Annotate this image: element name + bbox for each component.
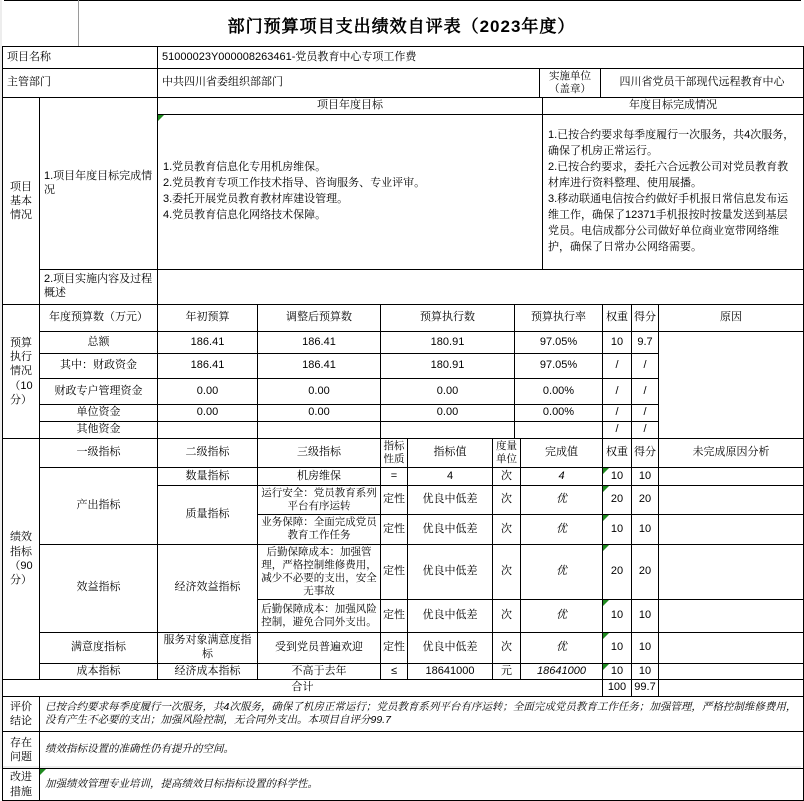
- ind-unit: 次: [493, 486, 521, 515]
- ind-target: 4: [408, 468, 493, 486]
- ind-actual: 优: [521, 515, 603, 544]
- ind-level1: 产出指标: [40, 468, 158, 545]
- ind-score: 10: [632, 600, 659, 633]
- ind-reason-cell: [659, 600, 804, 633]
- ind-level3: 业务保障：全面完成党员教育工作任务: [258, 515, 381, 544]
- top-gridline: [4, 0, 801, 1]
- impl-unit-value: 四川省党员干部现代远程教育中心: [601, 69, 804, 98]
- budget-executed: 0.00: [381, 405, 515, 422]
- total-label: 合计: [3, 680, 603, 697]
- ind-reason-cell: [659, 663, 804, 680]
- meta-table-1: [2, 46, 804, 69]
- conclusion-value: 已按合约要求每季度履行一次服务，共4次服务，确保了机房正常运行；党员教育系列平台有序运转；全面完成党员教育工作任务；加强管理，严格控制维修费用，没有产生不必要的支出；加强风险控制，无合同外支出。本项目自评分99.7: [40, 697, 804, 732]
- ind-reason-cell: [659, 633, 804, 664]
- ind-weight: 10: [603, 633, 632, 664]
- ind-target: 优良中低差: [408, 544, 493, 600]
- budget-adjusted: 186.41: [258, 332, 381, 354]
- budget-initial: 186.41: [158, 332, 258, 354]
- budget-row-name: 单位资金: [40, 405, 158, 422]
- budget-row-name: 总额: [40, 332, 158, 354]
- budget-weight: 10: [603, 332, 632, 354]
- goal-item: 4.党员教育信息化网络技术保障。: [163, 208, 327, 221]
- ind-level3: 运行安全：党员教育系列平台有序运转: [258, 486, 381, 515]
- budget-score: /: [632, 422, 659, 439]
- ind-level2: 经济效益指标: [158, 544, 258, 633]
- ind-level2: 服务对象满意度指标: [158, 633, 258, 664]
- ind-target: 优良中低差: [408, 486, 493, 515]
- budget-header-rate: 预算执行率: [515, 305, 603, 332]
- annual-goals-cell: [158, 115, 543, 270]
- project-name-value: 51000023Y000008263461-党员教育中心专项工作费: [158, 47, 804, 69]
- budget-reason-cell: [659, 332, 804, 439]
- budget-executed: [381, 422, 515, 439]
- budget-header-adjusted: 调整后预算数: [258, 305, 381, 332]
- ind-score: 10: [632, 633, 659, 664]
- ind-weight: 20: [603, 544, 632, 600]
- ind-unit: 次: [493, 515, 521, 544]
- basic-row1-label: 1.项目年度目标完成情况: [40, 98, 158, 270]
- budget-header-name: 年度预算数（万元）: [40, 305, 158, 332]
- ind-reason-cell: [659, 486, 804, 515]
- budget-header-executed: 预算执行数: [381, 305, 515, 332]
- ind-level3: 不高于去年: [258, 663, 381, 680]
- goal-header: 项目年度目标: [158, 98, 543, 115]
- ind-level2: 经济成本指标: [158, 663, 258, 680]
- ind-unit: 次: [493, 544, 521, 600]
- goal-completion-cell: [543, 115, 804, 270]
- budget-rate: 0.00%: [515, 405, 603, 422]
- budget-row-name: 财政专户管理资金: [40, 379, 158, 405]
- ind-header-level2: 二级指标: [158, 438, 258, 467]
- ind-weight: 10: [603, 468, 632, 486]
- ind-score: 10: [632, 468, 659, 486]
- footer-table: [2, 696, 804, 801]
- ind-nature: =: [381, 468, 408, 486]
- ind-level3: 后勤保障成本：加强风险控制，避免合同外支出。: [258, 600, 381, 633]
- budget-adjusted: [258, 422, 381, 439]
- completion-item: 3.移动联通电信按合约做好手机报日常信息发布运维工作，确保了12371手机报按时按量发送到基层党员。电信成都分公司做好单位商业宽带网络维护，确保了日常办公网络需要。: [548, 193, 789, 253]
- budget-rate: [515, 422, 603, 439]
- ind-target: 18641000: [408, 663, 493, 680]
- budget-executed: 0.00: [381, 379, 515, 405]
- ind-target: 优良中低差: [408, 633, 493, 664]
- ind-score: 20: [632, 486, 659, 515]
- ind-reason-cell: [659, 544, 804, 600]
- ind-unit: 次: [493, 468, 521, 486]
- conclusion-label: 评价结论: [3, 697, 40, 732]
- ind-nature: 定性: [381, 544, 408, 600]
- ind-actual: 优: [521, 600, 603, 633]
- budget-adjusted: 0.00: [258, 379, 381, 405]
- ind-actual: 18641000: [521, 663, 603, 680]
- ind-actual: 优: [521, 486, 603, 515]
- section-indicators-label: 绩效指标（90分）: [3, 438, 40, 680]
- total-reason-cell: [659, 680, 804, 697]
- ind-header-target: 指标值: [408, 438, 493, 467]
- ind-level3: 受到党员普遍欢迎: [258, 633, 381, 664]
- ind-actual: 优: [521, 544, 603, 600]
- budget-adjusted: 186.41: [258, 354, 381, 379]
- table-row: [3, 663, 804, 680]
- project-name-label: 项目名称: [3, 47, 158, 69]
- completion-header: 年度目标完成情况: [543, 98, 804, 115]
- title-band: [2, 0, 801, 46]
- ind-header-nature: 指标性质: [381, 438, 408, 467]
- meta-table-2: [2, 68, 804, 98]
- budget-initial: [158, 422, 258, 439]
- budget-header-initial: 年初预算: [158, 305, 258, 332]
- ind-actual: 优: [521, 633, 603, 664]
- budget-weight: /: [603, 379, 632, 405]
- total-table: [2, 679, 804, 697]
- section-budget-label: 预算执行情况（10分）: [3, 305, 40, 439]
- ind-nature: 定性: [381, 515, 408, 544]
- total-score: 99.7: [632, 680, 659, 697]
- impl-unit-label: 实施单位（盖章）: [540, 69, 601, 98]
- ind-unit: 元: [493, 663, 521, 680]
- budget-score: /: [632, 379, 659, 405]
- completion-item: 1.已按合约要求每季度履行一次服务，共4次服务，确保了机房正常运行。: [548, 129, 795, 158]
- ind-header-level1: 一级指标: [40, 438, 158, 467]
- budget-table: [2, 304, 804, 439]
- page-title: 部门预算项目支出绩效自评表（2023年度）: [227, 17, 576, 36]
- ind-level2: 质量指标: [158, 486, 258, 545]
- basic-row2-value: [158, 270, 804, 305]
- ind-nature: 定性: [381, 633, 408, 664]
- ind-reason-cell: [659, 468, 804, 486]
- ind-score: 10: [632, 515, 659, 544]
- budget-header-weight: 权重: [603, 305, 632, 332]
- budget-weight: /: [603, 354, 632, 379]
- problems-value: 绩效指标设置的准确性仍有提升的空间。: [40, 732, 804, 769]
- ind-header-unit: 度量单位: [493, 438, 521, 467]
- budget-row-name: 其中：财政资金: [40, 354, 158, 379]
- budget-row-name: 其他资金: [40, 422, 158, 439]
- budget-initial: 0.00: [158, 405, 258, 422]
- total-weight: 100: [603, 680, 632, 697]
- improvements-label: 改进措施: [3, 769, 40, 801]
- budget-executed: 180.91: [381, 354, 515, 379]
- table-row: [3, 332, 804, 354]
- ind-nature: 定性: [381, 600, 408, 633]
- ind-weight: 10: [603, 600, 632, 633]
- budget-score: 9.7: [632, 332, 659, 354]
- table-row: [3, 633, 804, 664]
- ind-nature: 定性: [381, 486, 408, 515]
- ind-score: 20: [632, 544, 659, 600]
- ind-level2: 数量指标: [158, 468, 258, 486]
- ind-weight: 10: [603, 663, 632, 680]
- ind-header-weight: 权重: [603, 438, 632, 467]
- indicators-table: [2, 438, 804, 681]
- improvements-value: 加强绩效管理专业培训，提高绩效目标指标设置的科学性。: [40, 769, 804, 801]
- budget-weight: /: [603, 405, 632, 422]
- budget-rate: 97.05%: [515, 354, 603, 379]
- ind-level3: 后勤保障成本：加强管理，严格控制维修费用，减少不必要的支出，安全无事故: [258, 544, 381, 600]
- ind-weight: 20: [603, 486, 632, 515]
- budget-adjusted: 0.00: [258, 405, 381, 422]
- goal-item: 1.党员教育信息化专用机房维保。: [163, 161, 327, 174]
- ind-level1: 成本指标: [40, 663, 158, 680]
- ind-level3: 机房维保: [258, 468, 381, 486]
- goal-item: 2.党员教育专项工作技术指导、咨询服务、专业评审。: [163, 177, 426, 190]
- ind-score: 10: [632, 663, 659, 680]
- ind-level1: 满意度指标: [40, 633, 158, 664]
- ind-reason-cell: [659, 515, 804, 544]
- budget-rate: 97.05%: [515, 332, 603, 354]
- ind-actual: 4: [521, 468, 603, 486]
- ind-target: 优良中低差: [408, 600, 493, 633]
- dept-label: 主管部门: [3, 69, 158, 98]
- ind-level1: 效益指标: [40, 544, 158, 633]
- basic-row2-label: 2.项目实施内容及过程概述: [40, 270, 158, 305]
- section-basic-label: 项目基本情况: [3, 98, 40, 305]
- budget-executed: 180.91: [381, 332, 515, 354]
- basic-info-table: [2, 97, 804, 305]
- completion-item: 2.已按合约要求，委托六合远教公司对党员教育教材库进行资料整理、使用展播。: [548, 161, 789, 190]
- budget-score: /: [632, 405, 659, 422]
- budget-weight: /: [603, 422, 632, 439]
- table-row: [3, 468, 804, 486]
- ind-header-reason: 未完成原因分析: [659, 438, 804, 467]
- ind-target: 优良中低差: [408, 515, 493, 544]
- ind-unit: 次: [493, 600, 521, 633]
- budget-rate: 0.00%: [515, 379, 603, 405]
- budget-initial: 186.41: [158, 354, 258, 379]
- ind-nature: ≤: [381, 663, 408, 680]
- budget-header-score: 得分: [632, 305, 659, 332]
- ind-unit: 次: [493, 633, 521, 664]
- budget-header-reason: 原因: [659, 305, 804, 332]
- goal-item: 3.委托开展党员教育教材库建设管理。: [163, 193, 349, 205]
- dept-value: 中共四川省委组织部部门: [158, 69, 540, 98]
- budget-score: /: [632, 354, 659, 379]
- ind-header-score: 得分: [632, 438, 659, 467]
- problems-label: 存在问题: [3, 732, 40, 769]
- table-row: [3, 544, 804, 600]
- ind-header-level3: 三级指标: [258, 438, 381, 467]
- budget-initial: 0.00: [158, 379, 258, 405]
- ind-weight: 10: [603, 515, 632, 544]
- ind-header-actual: 完成值: [521, 438, 603, 467]
